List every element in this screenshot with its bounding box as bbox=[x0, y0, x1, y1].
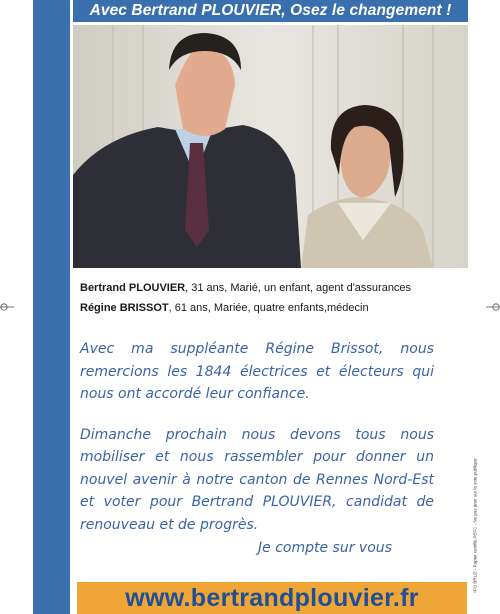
caption-candidate bbox=[80, 278, 468, 298]
header-band bbox=[73, 0, 468, 22]
side-color-bar bbox=[33, 0, 70, 614]
message-paragraph: Dimanche prochain nous devons tous nous mobiliser et nous rassembler pour donner un nouvel avenir à notre canton de Rennes Nord-Est et voter pour Bertrand PLOUVIER, candidat de renouveau et de progrès. bbox=[80, 426, 434, 533]
candidate-details: , 31 ans, Marié, un enfant, agent d'assurances bbox=[185, 282, 412, 294]
caption-substitute bbox=[80, 298, 468, 318]
candidate-name: Bertrand PLOUVIER bbox=[80, 282, 186, 294]
website-url[interactable]: www.bertrandplouvier.fr bbox=[125, 583, 419, 612]
campaign-message bbox=[80, 338, 434, 536]
crop-mark-left bbox=[0, 300, 14, 314]
substitute-name: Régine BRISSOT bbox=[80, 302, 169, 314]
message-paragraph: Avec ma suppléante Régine Brissot, nous remercions les 1844 électrices et électeurs qui nous ont accordé leur confiance. bbox=[80, 341, 434, 402]
closing-line: Je compte sur vous bbox=[258, 540, 392, 556]
print-note bbox=[470, 440, 480, 610]
crop-mark-right bbox=[486, 300, 500, 314]
substitute-details: , 61 ans, Mariée, quatre enfants,médecin bbox=[168, 302, 369, 314]
url-banner bbox=[77, 582, 467, 614]
print-note-text: IPO BRUZ - Papier certifié PEFC - Ne pas jeter sur la voie publique bbox=[472, 457, 478, 593]
header-slogan: Avec Bertrand PLOUVIER, Osez le changement ! bbox=[89, 2, 452, 19]
candidates-photo bbox=[73, 25, 468, 268]
candidates-photo-illustration bbox=[73, 25, 468, 268]
candidate-captions bbox=[80, 278, 468, 318]
